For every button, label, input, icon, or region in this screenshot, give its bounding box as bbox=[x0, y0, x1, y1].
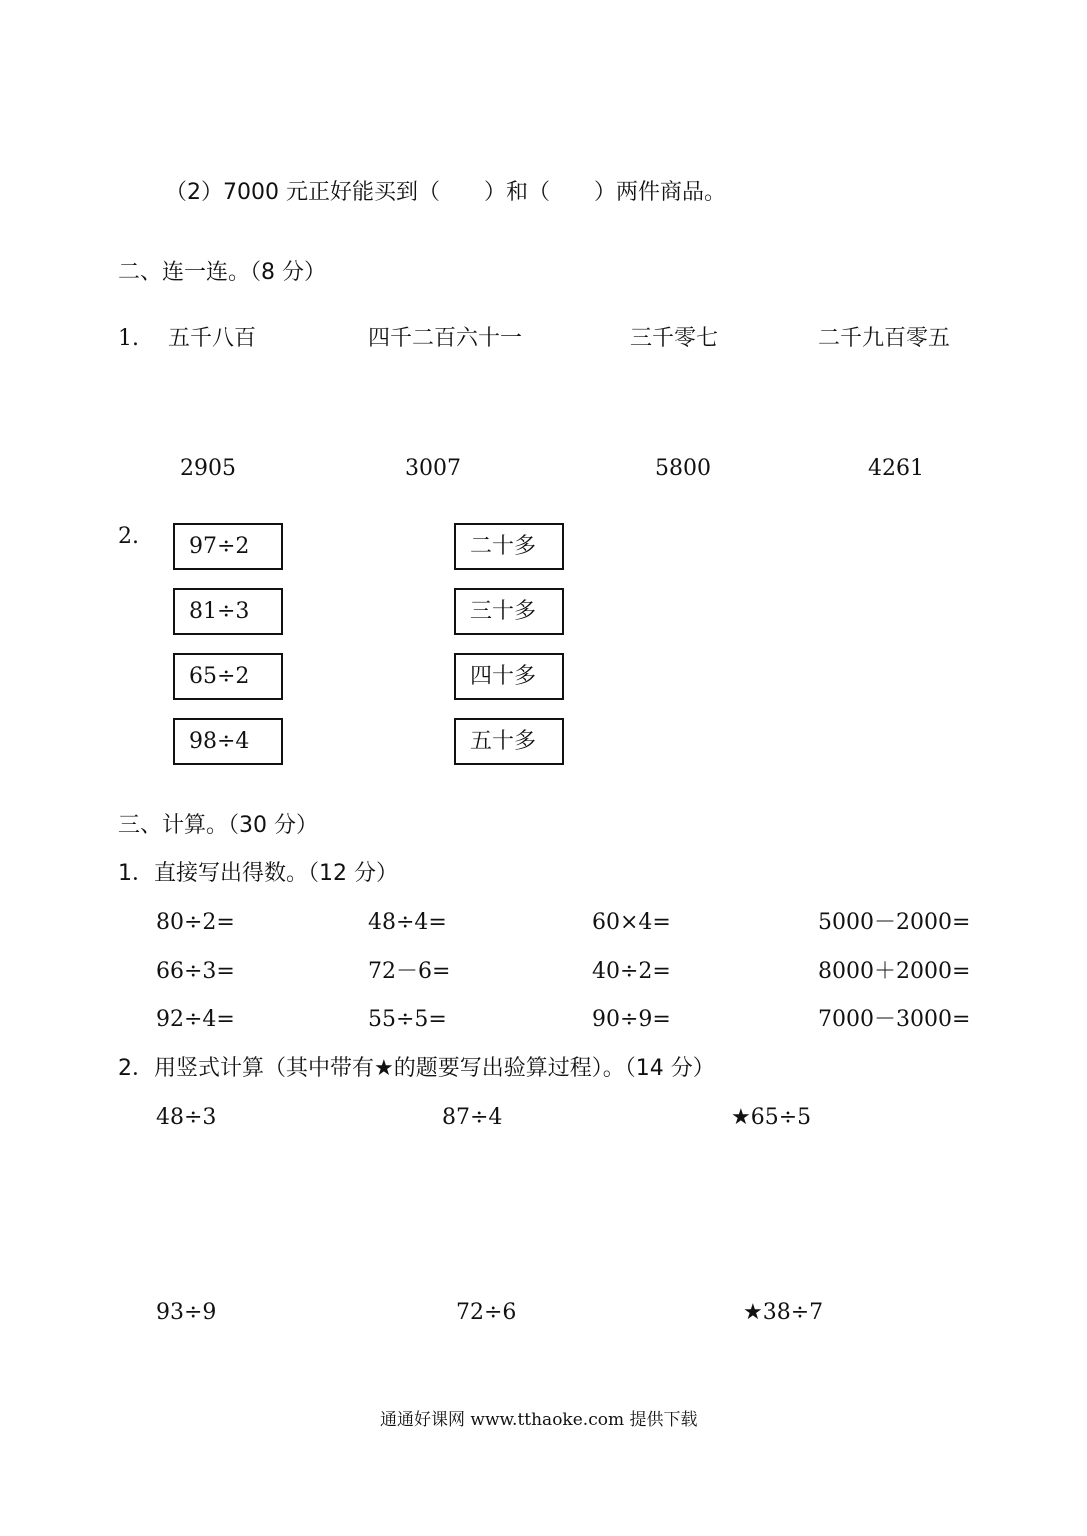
vertical-calc-problem: 87÷4 bbox=[442, 1105, 503, 1130]
mental-math-problem: 7000－3000= bbox=[818, 1007, 971, 1032]
question-number: 2. bbox=[118, 524, 139, 549]
division-expression-box: 97÷2 bbox=[173, 523, 283, 570]
arabic-number: 4261 bbox=[868, 456, 924, 481]
mental-math-problem: 8000＋2000= bbox=[818, 959, 971, 984]
mental-math-problem: 72－6= bbox=[368, 959, 451, 984]
vertical-calc-problem: ★65÷5 bbox=[731, 1105, 812, 1130]
division-expression-box: 98÷4 bbox=[173, 718, 283, 765]
estimate-range-box: 四十多 bbox=[454, 653, 564, 700]
arabic-number: 2905 bbox=[180, 456, 236, 481]
chinese-number-word: 四千二百六十一 bbox=[368, 326, 523, 351]
question-number: 1. bbox=[118, 326, 139, 351]
division-expression-box: 81÷3 bbox=[173, 588, 283, 635]
section-2-heading: 二、连一连。（8 分） bbox=[118, 260, 326, 285]
arabic-number: 3007 bbox=[405, 456, 461, 481]
arabic-number: 5800 bbox=[655, 456, 711, 481]
mental-math-problem: 90÷9= bbox=[592, 1007, 671, 1032]
chinese-number-word: 五千八百 bbox=[168, 326, 257, 351]
mental-math-problem: 92÷4= bbox=[156, 1007, 235, 1032]
division-expression-box: 65÷2 bbox=[173, 653, 283, 700]
estimate-range-box: 三十多 bbox=[454, 588, 564, 635]
mental-math-problem: 48÷4= bbox=[368, 910, 447, 935]
mental-math-problem: 66÷3= bbox=[156, 959, 235, 984]
chinese-number-word: 二千九百零五 bbox=[818, 326, 951, 351]
section-3-heading: 三、计算。（30 分） bbox=[118, 813, 318, 838]
question-2-title: 2．用竖式计算（其中带有★的题要写出验算过程）。（14 分） bbox=[118, 1056, 715, 1081]
vertical-calc-problem: 72÷6 bbox=[456, 1300, 517, 1325]
vertical-calc-problem: 93÷9 bbox=[156, 1300, 217, 1325]
chinese-number-word: 三千零七 bbox=[630, 326, 719, 351]
mental-math-problem: 55÷5= bbox=[368, 1007, 447, 1032]
vertical-calc-problem: ★38÷7 bbox=[743, 1300, 824, 1325]
estimate-range-box: 二十多 bbox=[454, 523, 564, 570]
estimate-range-box: 五十多 bbox=[454, 718, 564, 765]
vertical-calc-problem: 48÷3 bbox=[156, 1105, 217, 1130]
mental-math-problem: 80÷2= bbox=[156, 910, 235, 935]
question-1-title: 1．直接写出得数。（12 分） bbox=[118, 861, 398, 886]
mental-math-problem: 40÷2= bbox=[592, 959, 671, 984]
mental-math-problem: 60×4= bbox=[592, 910, 671, 935]
question-2-text: （2）7000 元正好能买到（ ）和（ ）两件商品。 bbox=[165, 180, 726, 205]
footer-credit: 通通好课网 www.tthaoke.com 提供下载 bbox=[380, 1410, 698, 1430]
mental-math-problem: 5000－2000= bbox=[818, 910, 971, 935]
